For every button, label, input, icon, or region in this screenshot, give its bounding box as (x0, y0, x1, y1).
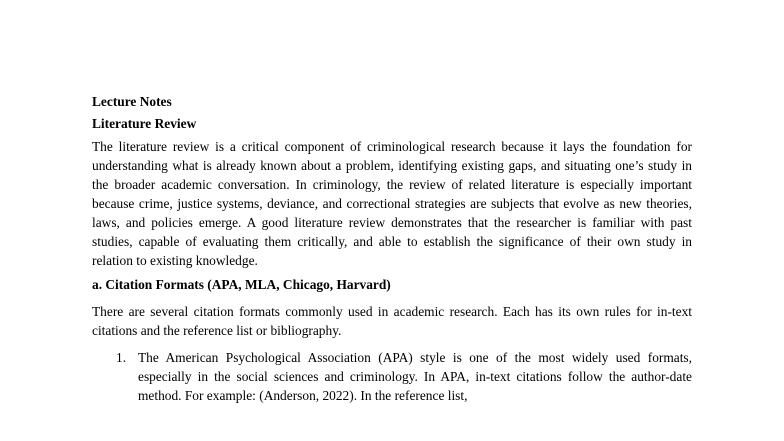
list-item (92, 348, 692, 405)
intro-paragraph: The literature review is a critical component of criminological research because it lays the foundation for understanding what is already known about a problem, identifying existing gaps, and situating one’s study in the broader academic conversation. In criminology, the review of related literature is especially important because crime, justice systems, deviance, and correctional strategies are subjects that evolve as new theories, laws, and policies emerge. A good literature review demonstrates that the researcher is familiar with past studies, capable of evaluating them critically, and able to establish the significance of their own study in relation to existing knowledge. (92, 139, 692, 268)
citation-format-list (92, 348, 692, 405)
subsection-title: a. Citation Formats (APA, MLA, Chicago, Harvard) (92, 277, 391, 292)
document-page (92, 93, 692, 405)
subsection-paragraph: There are several citation formats commonly used in academic research. Each has its own rules for in-text citations and the reference list or bibliography. (92, 304, 692, 338)
section-title: Literature Review (92, 116, 197, 131)
document-title: Lecture Notes (92, 94, 172, 109)
list-item-text: The American Psychological Association (APA) style is one of the most widely used formats, especially in the social sciences and criminology. In APA, in-text citations follow the author-date method. For example: (Anderson, 2022). In the reference list, (138, 350, 692, 403)
list-item-number: 1. (116, 350, 127, 365)
